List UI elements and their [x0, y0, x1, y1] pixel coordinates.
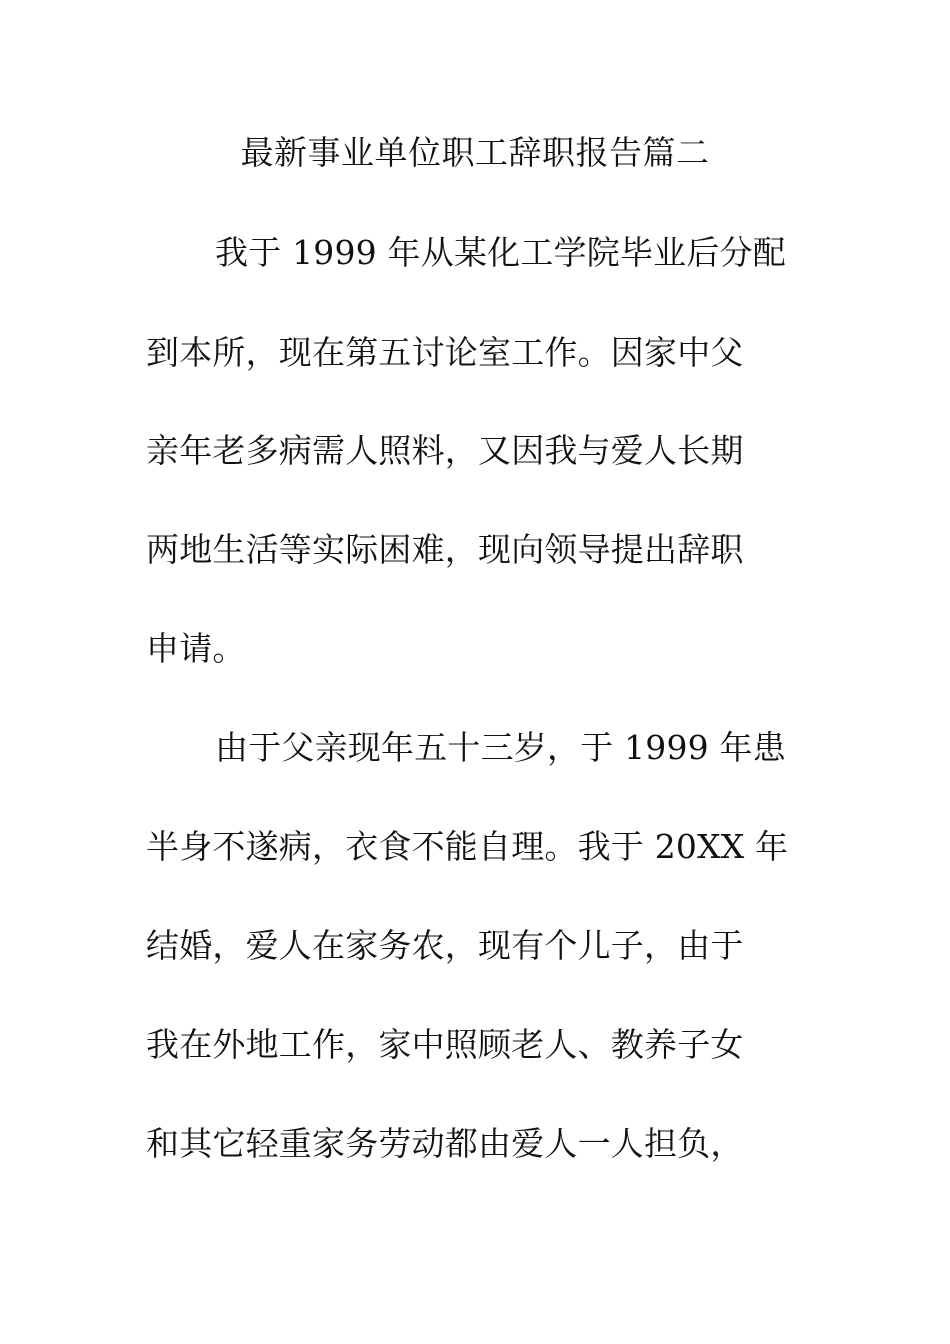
- paragraph-line: 我在外地工作，家中照顾老人、教养子女: [146, 1025, 744, 1064]
- paragraph-line: 到本所，现在第五讨论室工作。因家中父: [146, 333, 744, 372]
- paragraph-line: 亲年老多病需人照料，又因我与爱人长期: [146, 431, 744, 470]
- paragraph-line: 由于父亲现年五十三岁，于 1999 年患: [215, 728, 786, 767]
- paragraph-line: 我于 1999 年从某化工学院毕业后分配: [215, 233, 786, 272]
- paragraph-line: 半身不遂病，衣食不能自理。我于 20XX 年: [146, 827, 789, 866]
- paragraph-line: 结婚，爱人在家务农，现有个儿子，由于: [146, 926, 744, 965]
- document-title: 最新事业单位职工辞职报告篇二: [240, 133, 710, 172]
- paragraph-line: 和其它轻重家务劳动都由爱人一人担负，: [146, 1124, 744, 1163]
- paragraph-line: 申请。: [146, 629, 246, 668]
- paragraph-line: 两地生活等实际困难，现向领导提出辞职: [146, 530, 744, 569]
